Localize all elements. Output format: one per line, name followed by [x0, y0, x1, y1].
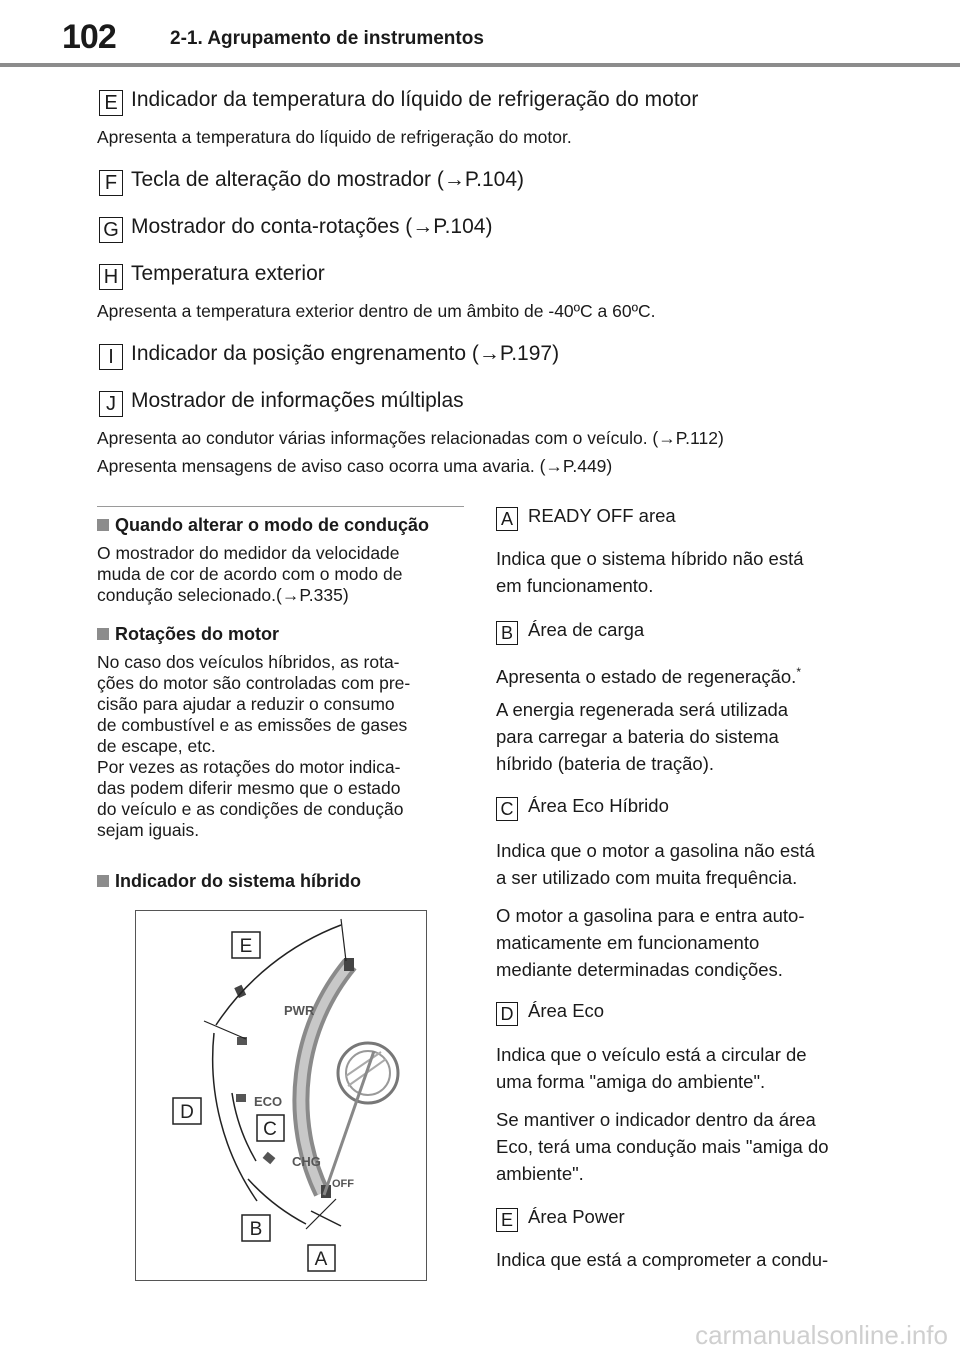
callout-e: [232, 932, 260, 958]
heading-driving-mode: Quando alterar o modo de condução: [97, 515, 429, 536]
item-h-desc: Apresenta a temperatura exterior dentro de um âmbito de -40ºC a 60ºC.: [97, 301, 656, 321]
area-c-desc-2: O motor a gasolina para e entra auto- maticamente em funcionamento mediante determinadas condições.: [496, 905, 805, 980]
area-b-title: B Área de carga: [496, 619, 644, 645]
area-b-desc-2: A energia regenerada será utilizada para carregar a bateria do sistema híbrido (bateria de tração).: [496, 699, 789, 774]
item-i-label: Indicador da posição engrenamento (→P.197): [131, 342, 560, 365]
page-number: 102: [62, 18, 116, 56]
chg-zone-label: CHG: [292, 1154, 321, 1169]
badge-d: D: [496, 1002, 518, 1026]
item-f-label: Tecla de alteração do mostrador (→P.104): [131, 168, 524, 191]
footnote-marker: *: [796, 665, 801, 679]
area-e-desc: Indica que está a comprometer a condu-: [496, 1249, 829, 1270]
callout-b: [242, 1215, 270, 1241]
badge-e-right: E: [496, 1208, 518, 1232]
item-j-desc: Apresenta ao condutor várias informações relacionadas com o veículo. (→P.112): [97, 428, 724, 448]
area-e-title: E Área Power: [496, 1206, 625, 1232]
item-h-label: Temperatura exterior: [131, 262, 325, 285]
item-h: [99, 262, 325, 290]
item-g-label: Mostrador do conta-rotações (→P.104): [131, 215, 493, 238]
svg-text:E: E: [239, 936, 253, 957]
badge-e: E: [99, 90, 123, 116]
page-header: [0, 0, 960, 70]
watermark: carmanualsonline.info: [695, 1320, 948, 1350]
column-divider: [97, 506, 464, 507]
item-e-desc: Apresenta a temperatura do líquido de refrigeração do motor.: [97, 127, 572, 147]
area-a-title: A READY OFF area: [496, 505, 676, 531]
area-d-desc: Indica que o veículo está a circular de uma forma "amiga do ambiente".: [496, 1044, 807, 1092]
paragraph-engine-rpm: No caso dos veículos híbridos, as rota- ções do motor são controladas com pre- cisão para ajudar a reduzir o consumo de combustível e as emissões de gases de escape, etc. Por vezes as rotações do motor indica- das podem diferir mesmo que o estado do veículo e as condições de condução sejam iguais.: [97, 652, 411, 840]
area-b-desc: Apresenta o estado de regeneração.*: [496, 665, 801, 688]
area-a-desc: Indica que o sistema híbrido não está em funcionamento.: [496, 548, 804, 596]
square-bullet-icon: [97, 628, 109, 640]
svg-text:D: D: [180, 1102, 194, 1123]
header-divider: [0, 63, 960, 67]
svg-text:A: A: [314, 1249, 328, 1270]
item-f: [99, 168, 524, 196]
badge-j: J: [99, 391, 123, 417]
badge-b: B: [496, 621, 518, 645]
hybrid-gauge-illustration: [136, 911, 426, 1280]
off-zone-label: OFF: [332, 1178, 354, 1190]
section-title: 2-1. Agrupamento de instrumentos: [170, 28, 484, 49]
area-c-title: C Área Eco Híbrido: [496, 795, 669, 821]
area-d-desc-2: Se mantiver o indicador dentro da área Eco, terá uma condução mais "amiga do ambiente".: [496, 1109, 829, 1184]
badge-c: C: [496, 797, 518, 821]
item-j: [99, 389, 464, 417]
item-j-label: Mostrador de informações múltiplas: [131, 389, 464, 412]
callout-c: [257, 1115, 284, 1141]
area-c-desc: Indica que o motor a gasolina não está a ser utilizado com muita frequência.: [496, 840, 815, 888]
eco-zone-label: ECO: [254, 1094, 283, 1109]
square-bullet-icon: [97, 519, 109, 531]
badge-i: I: [99, 344, 123, 370]
callout-a: [308, 1245, 335, 1271]
svg-text:B: B: [249, 1219, 263, 1240]
svg-text:C: C: [263, 1119, 277, 1140]
badge-f: F: [99, 170, 123, 196]
item-e-label: Indicador da temperatura do líquido de refrigeração do motor: [131, 88, 699, 111]
badge-g: G: [99, 217, 123, 243]
area-d-title: D Área Eco: [496, 1000, 604, 1026]
item-j-desc-2: Apresenta mensagens de aviso caso ocorra uma avaria. (→P.449): [97, 456, 613, 476]
item-e: [99, 88, 698, 116]
heading-engine-rpm: Rotações do motor: [97, 624, 279, 645]
item-g: [99, 215, 492, 243]
callout-d: [173, 1098, 201, 1124]
badge-h: H: [99, 264, 123, 290]
heading-hybrid-indicator: Indicador do sistema híbrido: [97, 871, 361, 892]
badge-a: A: [496, 507, 518, 531]
pwr-zone-label: PWR: [284, 1003, 315, 1018]
hybrid-indicator-diagram: [135, 910, 427, 1281]
item-i: [99, 342, 559, 370]
paragraph-driving-mode: O mostrador do medidor da velocidade muda de cor de acordo com o modo de condução selecionado.(→P.335): [97, 543, 403, 605]
square-bullet-icon: [97, 875, 109, 887]
